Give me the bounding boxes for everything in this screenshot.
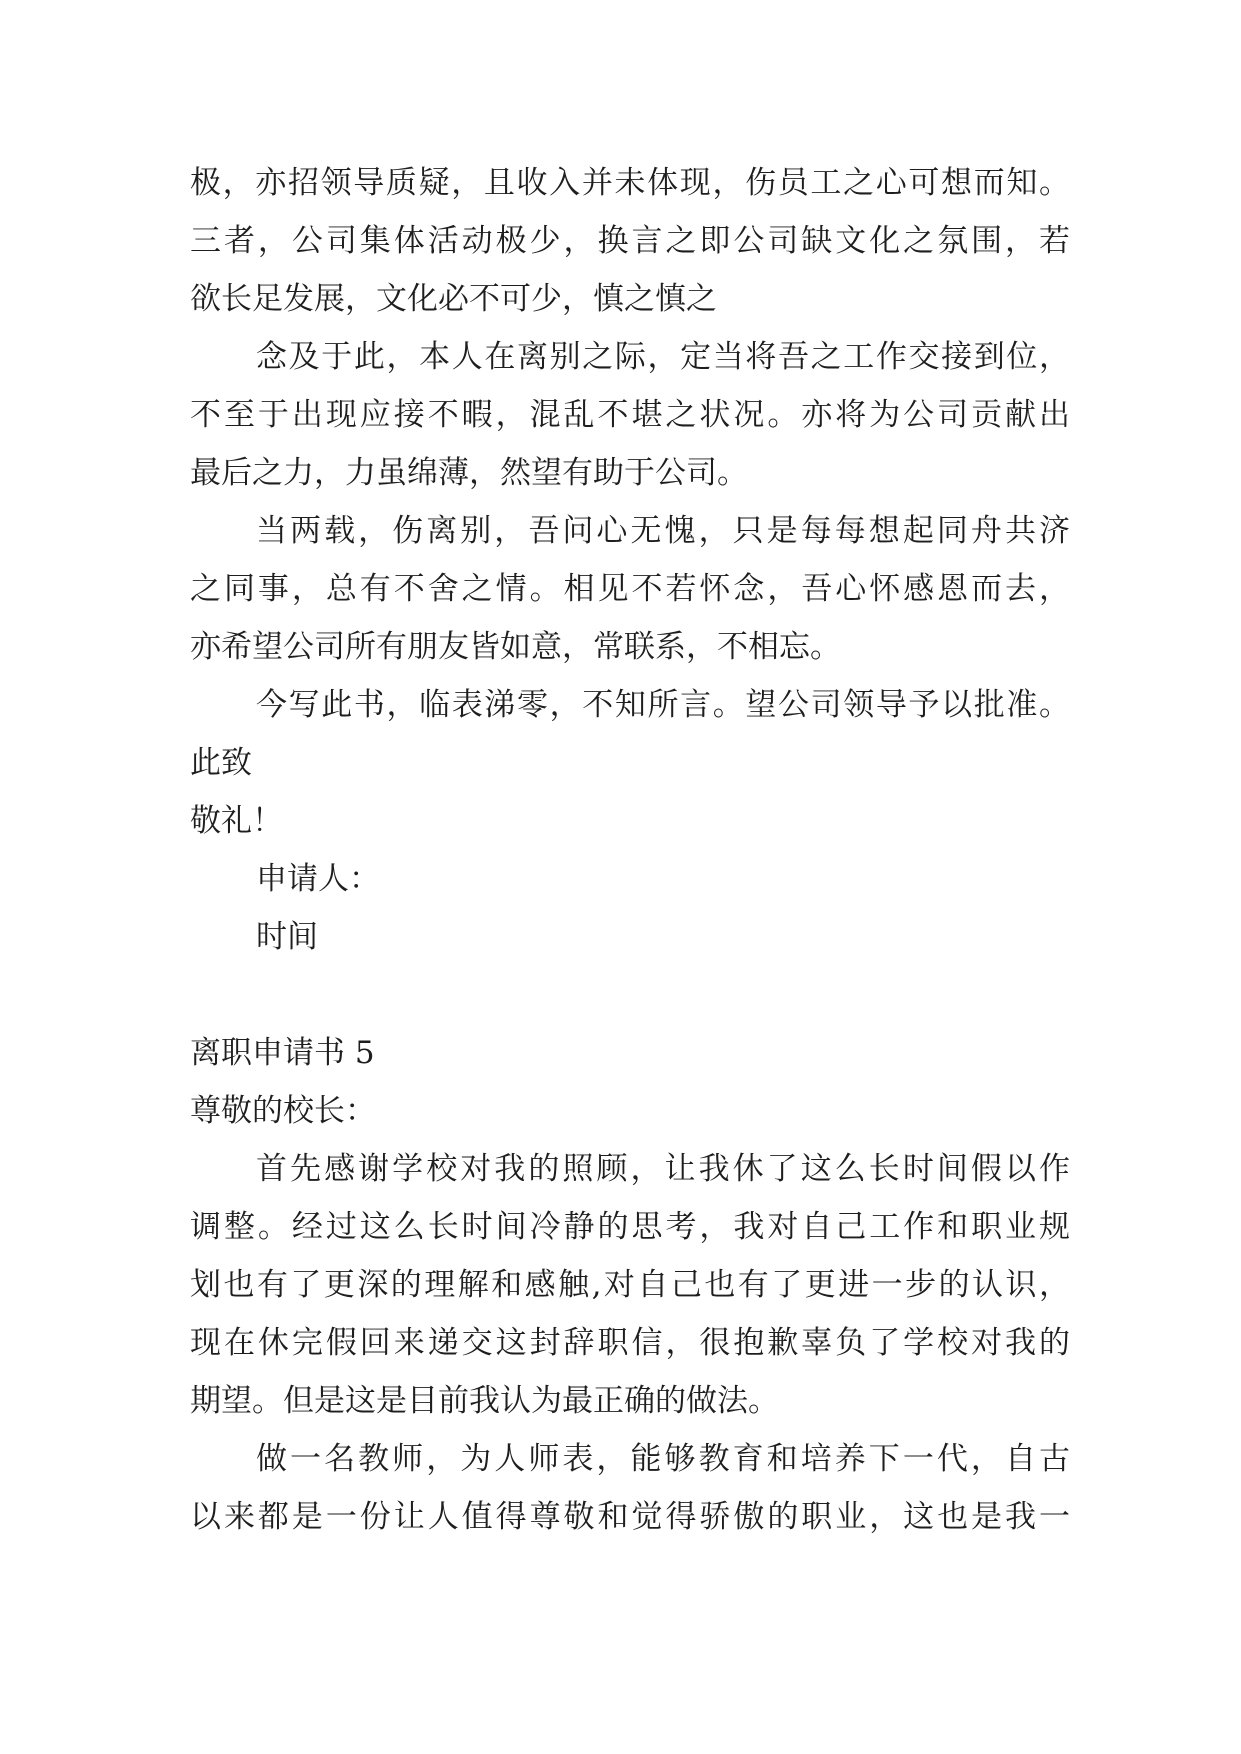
- document-body: [190, 154, 1070, 1546]
- text-line: 最后之力，力虽绵薄，然望有助于公司。: [190, 455, 748, 491]
- text-line: 当两载，伤离别，吾问心无愧，只是每每想起同舟共济: [256, 513, 1070, 549]
- section-title: 离职申请书 5: [190, 1035, 375, 1071]
- text-line: 现在休完假回来递交这封辞职信，很抱歉辜负了学校对我的: [190, 1325, 1070, 1361]
- text-line: 首先感谢学校对我的照顾，让我休了这么长时间假以作: [256, 1151, 1070, 1187]
- closing-line: 此致: [190, 745, 252, 781]
- text-line: 以来都是一份让人值得尊敬和觉得骄傲的职业，这也是我一: [190, 1499, 1070, 1535]
- salutation: 尊敬的校长：: [190, 1093, 376, 1129]
- text-line: 今写此书，临表涕零，不知所言。望公司领导予以批准。: [256, 687, 1070, 723]
- text-line: 亦希望公司所有朋友皆如意，常联系，不相忘。: [190, 629, 841, 665]
- text-line: 划也有了更深的理解和感触,对自己也有了更进一步的认识，: [190, 1267, 1070, 1303]
- section-gap: [190, 966, 1070, 1024]
- text-line: 念及于此，本人在离别之际，定当将吾之工作交接到位，: [256, 339, 1070, 375]
- text-line: 三者，公司集体活动极少，换言之即公司缺文化之氛围，若: [190, 223, 1070, 259]
- time-label: 时间: [256, 919, 318, 955]
- text-line: 期望。但是这是目前我认为最正确的做法。: [190, 1383, 779, 1419]
- text-line: 调整。经过这么长时间冷静的思考，我对自己工作和职业规: [190, 1209, 1070, 1245]
- text-line: 欲长足发展，文化必不可少，慎之慎之: [190, 281, 717, 317]
- applicant-label: 申请人：: [256, 861, 380, 897]
- closing-line: 敬礼！: [190, 803, 283, 839]
- text-line: 做一名教师，为人师表，能够教育和培养下一代，自古: [256, 1441, 1070, 1477]
- text-line: 之同事，总有不舍之情。相见不若怀念，吾心怀感恩而去，: [190, 571, 1070, 607]
- text-line: 不至于出现应接不暇，混乱不堪之状况。亦将为公司贡献出: [190, 397, 1070, 433]
- text-line: 极，亦招领导质疑，且收入并未体现，伤员工之心可想而知。: [190, 165, 1070, 201]
